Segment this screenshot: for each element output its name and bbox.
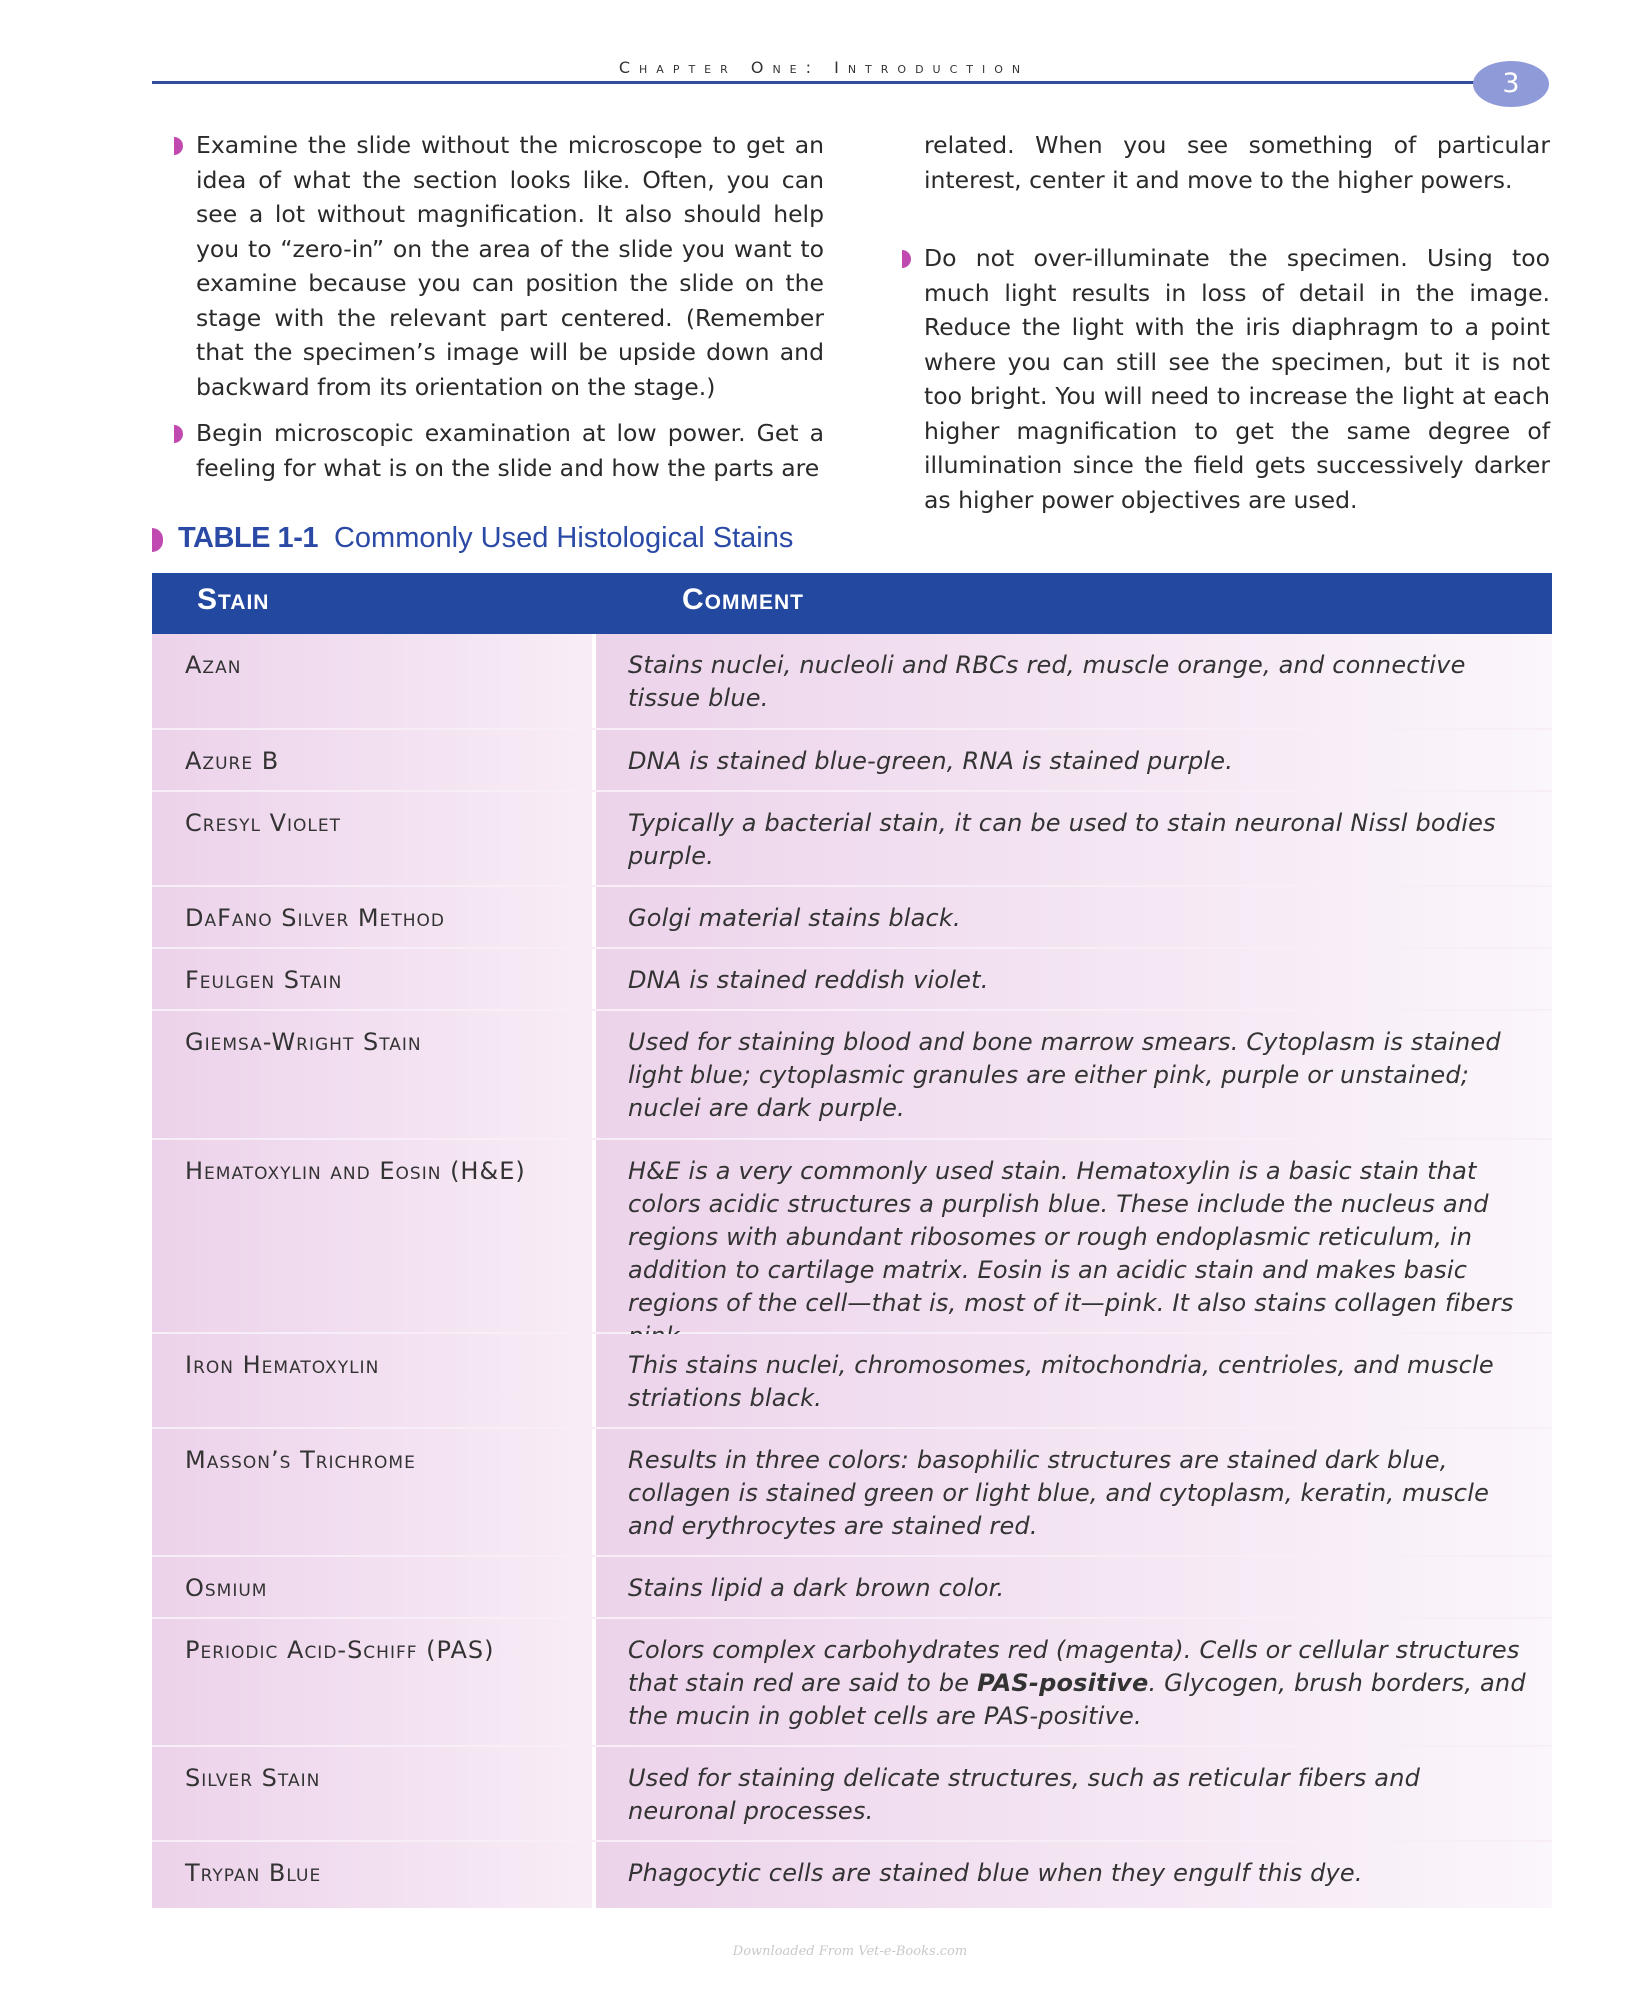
right-column xyxy=(900,128,1550,517)
bullet-text: Begin microscopic examination at low power. Get a feeling for what is on the slide and how the parts are xyxy=(196,419,824,482)
table-row xyxy=(152,1619,1552,1747)
stain-name: Osmium xyxy=(152,1557,592,1617)
stain-name: Giemsa-Wright Stain xyxy=(152,1011,592,1138)
table-row xyxy=(152,1747,1552,1842)
stain-comment: This stains nuclei, chromosomes, mitochondria, centrioles, and muscle striations black. xyxy=(596,1334,1552,1427)
table-row xyxy=(152,1334,1552,1429)
stain-name: Hematoxylin and Eosin (H&E) xyxy=(152,1140,592,1332)
stain-name: Masson’s Trichrome xyxy=(152,1429,592,1555)
stain-name: Azure B xyxy=(152,730,592,790)
stain-comment xyxy=(596,1619,1552,1745)
table-row xyxy=(152,792,1552,887)
table-header xyxy=(152,573,1552,634)
comment-text: Colors complex carbohydrates red (magenta). Cells or cellular structures that stain red are said to be xyxy=(628,1636,1520,1697)
table-title xyxy=(152,522,793,555)
table-row xyxy=(152,634,1552,730)
continued-text: related. When you see something of particular interest, center it and move to the higher powers. xyxy=(924,131,1550,194)
stain-comment: Stains nuclei, nucleoli and RBCs red, muscle orange, and connective tissue blue. xyxy=(596,634,1552,728)
stain-comment: H&E is a very commonly used stain. Hematoxylin is a basic stain that colors acidic structures a purplish blue. These include the nucleus and regions with abundant ribosomes or rough endoplasmic reticulum, in addition to cartilage matrix. Eosin is an acidic stain and makes basic regions of the cell—that is, most of it—pink. It also stains collagen fibers xyxy=(596,1140,1552,1332)
bullet-icon xyxy=(174,137,183,155)
footer-watermark: Downloaded From Vet-e-Books.com xyxy=(732,1944,968,1959)
table-row xyxy=(152,949,1552,1011)
stains-table xyxy=(152,573,1552,1908)
comment-bold-term: PAS-positive xyxy=(977,1669,1149,1697)
stain-name: Periodic Acid-Schiff (PAS) xyxy=(152,1619,592,1745)
stain-comment: Typically a bacterial stain, it can be used to stain neuronal Nissl bodies purple. xyxy=(596,792,1552,885)
stain-name: Cresyl Violet xyxy=(152,792,592,885)
table-row xyxy=(152,1429,1552,1557)
bullet-icon xyxy=(152,528,163,552)
comment-text: . Glycogen, brush borders, and the mucin in goblet cells are PAS-positive. xyxy=(628,1669,1526,1730)
table-row xyxy=(152,730,1552,792)
stain-name: DaFano Silver Method xyxy=(152,887,592,947)
stain-name: Trypan Blue xyxy=(152,1842,592,1908)
stain-comment: Results in three colors: basophilic structures are stained dark blue, collagen is stained green or light blue, and cytoplasm, keratin, muscle and erythrocytes are stained red. xyxy=(596,1429,1552,1555)
page-number-badge: 3 xyxy=(1473,61,1549,107)
bullet-text: Do not over-illuminate the specimen. Using too much light results in loss of detail in the image. Reduce the light with the iris diaphragm to a point where you can still see the specimen, but it is not too bright. You will need to increase the light at each higher magnification to get the same degree of illumination since the field gets successively darker as higher power objectives are used. xyxy=(924,244,1550,514)
stain-name: Azan xyxy=(152,634,592,728)
bullet-text: Examine the slide without the microscope to get an idea of what the section looks like. Often, you can see a lot without magnification. It also should help you to “zero-in” on the area of the slide you want to examine because you can position the slide on the stage with the relevant part centered. (Remember that the specimen’s image will be upside down and backward from its orientation on the stage.) xyxy=(196,131,824,401)
table-number: TABLE 1-1 xyxy=(178,522,318,554)
stain-comment: DNA is stained blue-green, RNA is stained purple. xyxy=(596,730,1552,790)
stain-comment: Golgi material stains black. xyxy=(596,887,1552,947)
chapter-title: Chapter One: Introduction xyxy=(618,58,1030,77)
bullet-item xyxy=(172,128,824,404)
bullet-icon xyxy=(902,250,911,268)
header-comment: Comment xyxy=(682,583,804,616)
bullet-item xyxy=(900,241,1550,517)
stain-name: Silver Stain xyxy=(152,1747,592,1840)
left-column xyxy=(172,128,824,485)
table-row xyxy=(152,887,1552,949)
table-row xyxy=(152,1557,1552,1619)
table-caption: Commonly Used Histological Stains xyxy=(333,522,794,554)
stain-comment: Used for staining delicate structures, such as reticular fibers and neuronal processes. xyxy=(596,1747,1552,1840)
bullet-icon xyxy=(174,425,183,443)
stain-comment: Used for staining blood and bone marrow smears. Cytoplasm is stained light blue; cytoplasmic granules are either pink, purple or unstained; nuclei are dark purple. xyxy=(596,1011,1552,1138)
table-row xyxy=(152,1842,1552,1908)
table-row xyxy=(152,1140,1552,1334)
stain-comment: Stains lipid a dark brown color. xyxy=(596,1557,1552,1617)
stain-comment: DNA is stained reddish violet. xyxy=(596,949,1552,1009)
header-stain: Stain xyxy=(197,583,270,616)
bullet-item xyxy=(172,416,824,485)
stain-name: Iron Hematoxylin xyxy=(152,1334,592,1427)
header-rule xyxy=(152,81,1487,84)
stain-comment: Phagocytic cells are stained blue when they engulf this dye. xyxy=(596,1842,1552,1908)
table-row xyxy=(152,1011,1552,1140)
stain-name: Feulgen Stain xyxy=(152,949,592,1009)
